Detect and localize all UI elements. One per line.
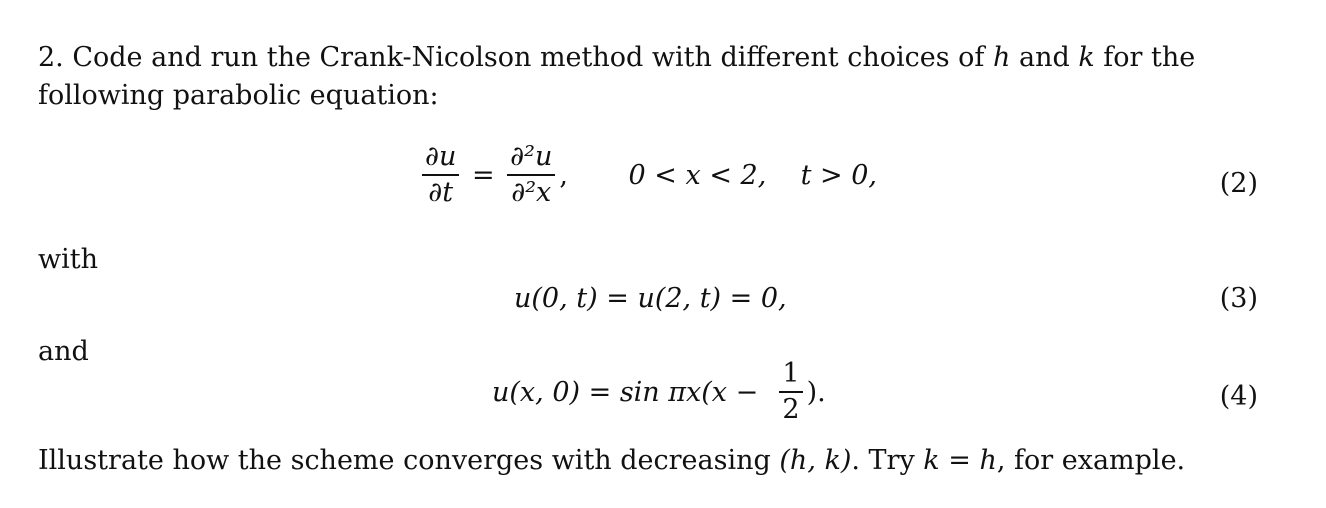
lhs-denominator: ∂t <box>428 177 454 208</box>
lhs-fraction <box>422 140 459 210</box>
intro-tail: for the <box>1094 42 1196 73</box>
intro-and: and <box>1010 42 1079 73</box>
conclusion-lead: Illustrate how the scheme converges with decreasing <box>38 445 780 476</box>
intro-lead: 2. Code and run the Crank-Nicolson method with different choices of <box>38 42 994 73</box>
problem-intro-line-1 <box>38 42 1195 74</box>
word-with: with <box>38 244 98 275</box>
equation-3: u(0, t) = u(2, t) = 0, <box>514 283 787 314</box>
half-numerator: 1 <box>782 358 800 389</box>
var-k: k <box>1078 42 1095 73</box>
equation-number-3: (3) <box>1219 283 1258 314</box>
equation-4-rhs: ). <box>806 376 826 408</box>
rhs-denominator: ∂²x <box>511 177 552 208</box>
equals-sign: = <box>471 159 495 191</box>
equation-2 <box>418 140 877 220</box>
word-and: and <box>38 336 89 367</box>
equation-4-lhs: u(x, 0) = sin πx(x − <box>492 376 767 408</box>
equation-domain: 0 < x < 2, t > 0, <box>628 159 878 191</box>
conclusion-line <box>38 445 1185 477</box>
equation-4 <box>492 357 826 437</box>
rhs-fraction <box>507 140 555 210</box>
var-h: h <box>993 42 1011 73</box>
conclusion-hk: (h, k) <box>779 445 852 476</box>
rhs-numerator: ∂²u <box>510 141 553 172</box>
half-denominator: 2 <box>782 394 800 425</box>
comma: , <box>559 159 568 191</box>
conclusion-mid: . Try <box>851 445 924 476</box>
equation-number-4: (4) <box>1219 381 1258 412</box>
equation-number-2: (2) <box>1219 168 1258 199</box>
lhs-numerator: ∂u <box>425 141 457 172</box>
conclusion-eq: k = h <box>923 445 997 476</box>
problem-intro-line-2: following parabolic equation: <box>38 80 439 111</box>
one-half-fraction <box>779 357 802 427</box>
conclusion-tail: , for example. <box>996 445 1186 476</box>
